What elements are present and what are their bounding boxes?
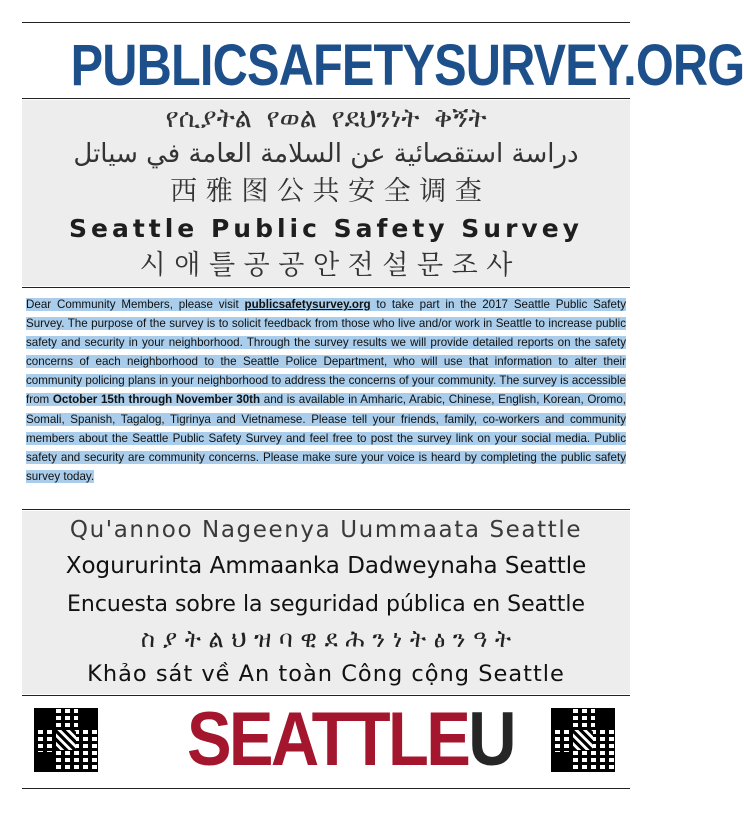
title-chinese: 西 雅 图 公 共 安 全 调 查	[170, 176, 482, 207]
title-oromo: Qu'annoo Nageenya Uummaata Seattle	[69, 517, 583, 543]
intro-paragraph	[26, 295, 626, 486]
title-tigrinya: ስ ያ ት ል ህ ዝ ባ ዊ ደ ሕ ን ነ ት ፅ ን ዓ ት	[140, 625, 512, 653]
language-titles-top	[22, 100, 630, 286]
intro-text-1: Dear Community Members, please visit	[26, 298, 245, 311]
title-amharic: የሲያትል የወል የደህንነት ቅኝት	[165, 103, 487, 134]
qr-code-left	[34, 708, 98, 772]
seattle-u-logo	[186, 697, 514, 782]
rule-under-title	[22, 98, 630, 99]
language-titles-bottom	[22, 511, 630, 694]
bottom-rule	[22, 788, 630, 789]
intro-text-3: and is available in Amharic, Arabic, Chinese, English, Korean, Oromo, Somali, Spanish, Tagalog, Tigrinya and Vietnamese. Please tell your friends, family, co-workers and community members about the Seattle Public Safety Survey and feel free to post the survey link on your social media. Public safety and security are community concerns. Please make sure your voice is heard by completing the public safety survey today.	[26, 393, 626, 483]
top-rule	[22, 22, 630, 23]
logo-u: U	[468, 697, 514, 782]
title-spanish: Encuesta sobre la seguridad pública en Seattle	[66, 592, 586, 617]
site-title: PUBLICSAFETYSURVEY.ORG	[70, 33, 744, 98]
logo-seattle: SEATTLE	[186, 697, 469, 782]
rule-above-footer	[22, 695, 630, 696]
rule-under-intro	[22, 509, 630, 510]
title-korean: 시 애 틀 공 공 안 전 설 문 조 사	[139, 250, 513, 281]
title-somali: Xogururinta Ammaanka Dadweynaha Seattle	[65, 553, 587, 579]
rule-under-languages	[22, 287, 630, 288]
survey-dates: October 15th through November 30th	[52, 393, 261, 407]
title-vietnamese: Khảo sát về An toàn Công cộng Seattle	[87, 661, 565, 687]
title-arabic: دراسة استقصائية عن السلامة العامة في سياتل	[73, 139, 579, 169]
title-english: Seattle Public Safety Survey	[69, 214, 583, 243]
survey-link[interactable]: publicsafetysurvey.org	[244, 298, 371, 311]
intro-text-2: to take part in the 2017 Seattle Public Safety Survey. The purpose of the survey is to solicit feedback from those who live and/or work in Seattle to increase public safety and security in your neighborhood. Through the survey results we will provide detailed reports on the safety concerns of each neighborhood to the Seattle Police Department, who will use that information to alter their community policing plans in your neighborhood to address the concerns of your community. The survey is accessible from	[26, 298, 626, 407]
qr-code-right	[551, 708, 615, 772]
